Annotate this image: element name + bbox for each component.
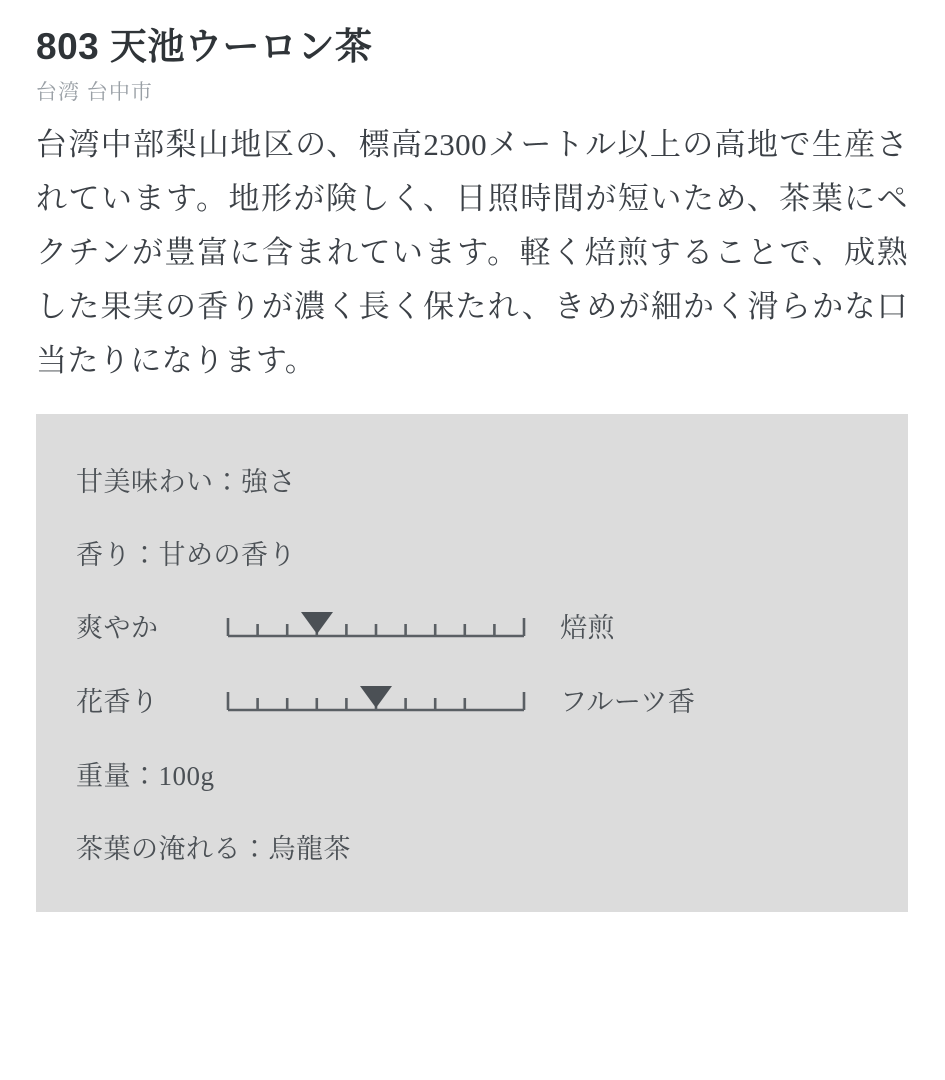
spec-row-weight: [36, 754, 908, 793]
scale-floral-right-label: フルーツ香: [560, 687, 696, 718]
scale-fresh-right-label: 焙煎: [560, 613, 615, 644]
spec-panel: [36, 414, 908, 912]
product-description: 台湾中部梨山地区の、標高2300メートル以上の高地で生産されています。地形が険しく、日照時間が短いため、茶葉にペクチンが豊富に含まれています。軽く焙煎することで、成熟した果実の香りが濃く長く保たれ、きめが細かく滑らかな口当たりになります。: [36, 127, 908, 378]
spec-row-aroma: [36, 533, 908, 572]
scale-floral-left-label: 花香り: [76, 687, 159, 718]
scale-fresh-roast-gauge: [226, 606, 526, 646]
page-title: 803 天池ウーロン茶: [36, 26, 373, 67]
spec-row-sweetness: [36, 460, 908, 499]
spec-weight-label: 重量：100g: [76, 760, 215, 791]
spec-aroma-label: 香り：甘めの香り: [76, 539, 296, 570]
scale-floral-fruity-gauge: [226, 680, 526, 720]
spec-row-tea-type: [36, 827, 908, 866]
spec-row-floral-fruity: [36, 680, 908, 720]
spec-sweetness-label: 甘美味わい：強さ: [76, 466, 296, 497]
scale-fresh-left-label: 爽やか: [76, 613, 159, 644]
spec-tea-type-label: 茶葉の淹れる：烏龍茶: [76, 833, 351, 864]
product-region: 台湾 台中市: [36, 81, 153, 105]
spec-row-fresh-roast: [36, 606, 908, 646]
